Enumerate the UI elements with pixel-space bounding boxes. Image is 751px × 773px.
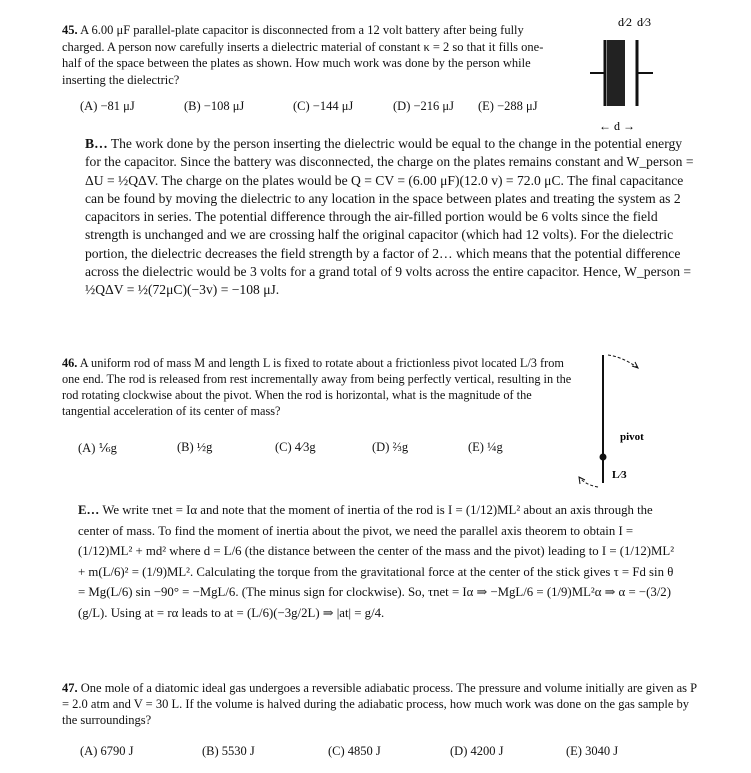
dielectric-block	[607, 40, 625, 106]
choice-c[interactable]: (C) −144 μJ	[293, 99, 354, 113]
choice-a[interactable]: (A) 6790 J	[80, 744, 134, 758]
question-text: A uniform rod of mass M and length L is fixed to rotate about a frictionless pivot located L/3 from one end. The rod is released from rest incrementally away from being perfectly vertical, resulting in the rod rotating clockwise about the pivot. When the rod is horizontal, what is the magnitude of the tangential acceleration of its center of mass?	[62, 356, 572, 418]
answer-text: The work done by the person inserting the dielectric would be equal to the change in the potential energy for the capacitor. Since the battery was disconnected, the charge on the plates remains constant and W_person = ΔU = ½QΔV. The charge on the plates would be Q = CV = (6.00 μF)(12.0 v) = 72.0 μC. The final capacitance can be found by moving the dielectric to any location in the space between plates and treating the system as 2 capacitors in series. The potential difference through the air-filled portion would be 6 volts since the field strength is unchanged and we are crossing half the original capacitor (which had 12 volts). For the dielectric portion, the dielectric decreases the field strength by a factor of 2… which means that the potential difference across the dielectric would be 3 volts for a grand total of 9 volts across the entire capacitor. Hence, W_person = ½QΔV = ½(72μC)(−3v) = −108 μJ.	[85, 136, 694, 298]
label-d-third: d⁄3	[637, 15, 652, 29]
choice-d[interactable]: (D) −216 μJ	[393, 99, 454, 113]
length-label: L⁄3	[612, 469, 627, 481]
choice-d[interactable]: (D) ⅔g	[372, 440, 409, 454]
choice-c[interactable]: (C) 4850 J	[328, 744, 381, 758]
question-text: A 6.00 μF parallel-plate capacitor is disconnected from a 12 volt battery after being fully charged. A person now carefully inserts a dielectric material of constant κ = 2 so that it fills one-half of the space between the plates as shown. How much work was done by the person while inserting the dielectric?	[62, 23, 544, 87]
question-number: 45.	[62, 23, 78, 37]
choice-e[interactable]: (E) −288 μJ	[478, 99, 538, 113]
choice-a[interactable]: (A) −81 μJ	[80, 99, 135, 113]
question-text: One mole of a diatomic ideal gas undergoes a reversible adiabatic process. The pressure and volume initially are given as P = 2.0 atm and V = 30 L. If the volume is halved during the adiabatic process, how much work was done on the gas sample by the surroundings?	[62, 681, 697, 727]
pivot-point	[600, 454, 607, 461]
choice-b[interactable]: (B) ½g	[177, 440, 213, 454]
choice-a[interactable]: (A) ⅙g	[78, 441, 117, 455]
choice-e[interactable]: (E) ¼g	[468, 440, 503, 454]
choice-d[interactable]: (D) 4200 J	[450, 744, 504, 758]
choice-b[interactable]: (B) −108 μJ	[184, 99, 245, 113]
answer-text: We write τnet = Iα and note that the moment of inertia of the rod is I = (1/12)ML² about an axis through the center of mass. To find the moment of inertia about the pivot, we need the parallel axis theorem to obtain I = (1/12)ML² + md² where d = L/6 (the distance between the center of the mass and the pivot) leading to I = (1/12)ML² + m(L/6)² = (1/9)ML². Calculating the torque from the gravitational force at the center of the stick gives τ = Fd sin θ = Mg(L/6) sin −90° = −MgL/6. (The minus sign for clockwise). So, τnet = Iα ⇒ −MgL/6 = (1/9)ML²α ⇒ α = −(3/2)(g/L). Using at = rα leads to at = (L/6)(−3g/2L) ⇒ |at| = g/4.	[78, 503, 675, 620]
rod-figure	[568, 350, 688, 500]
question-45	[62, 22, 562, 88]
answer-45	[85, 135, 695, 300]
question-46	[62, 355, 572, 419]
question-number: 46.	[62, 356, 78, 370]
pivot-label: pivot	[620, 431, 644, 443]
label-d: ← d →	[599, 119, 635, 133]
answer-letter: B…	[85, 136, 108, 151]
question-number: 47.	[62, 681, 78, 695]
answer-letter: E…	[78, 503, 100, 517]
choice-b[interactable]: (B) 5530 J	[202, 744, 255, 758]
choice-e[interactable]: (E) 3040 J	[566, 744, 619, 758]
label-d-half: d⁄2	[618, 15, 633, 29]
choice-c[interactable]: (C) 4⁄3g	[275, 440, 316, 454]
question-47	[62, 680, 702, 728]
capacitor-figure	[585, 8, 685, 138]
answer-46	[78, 500, 678, 623]
